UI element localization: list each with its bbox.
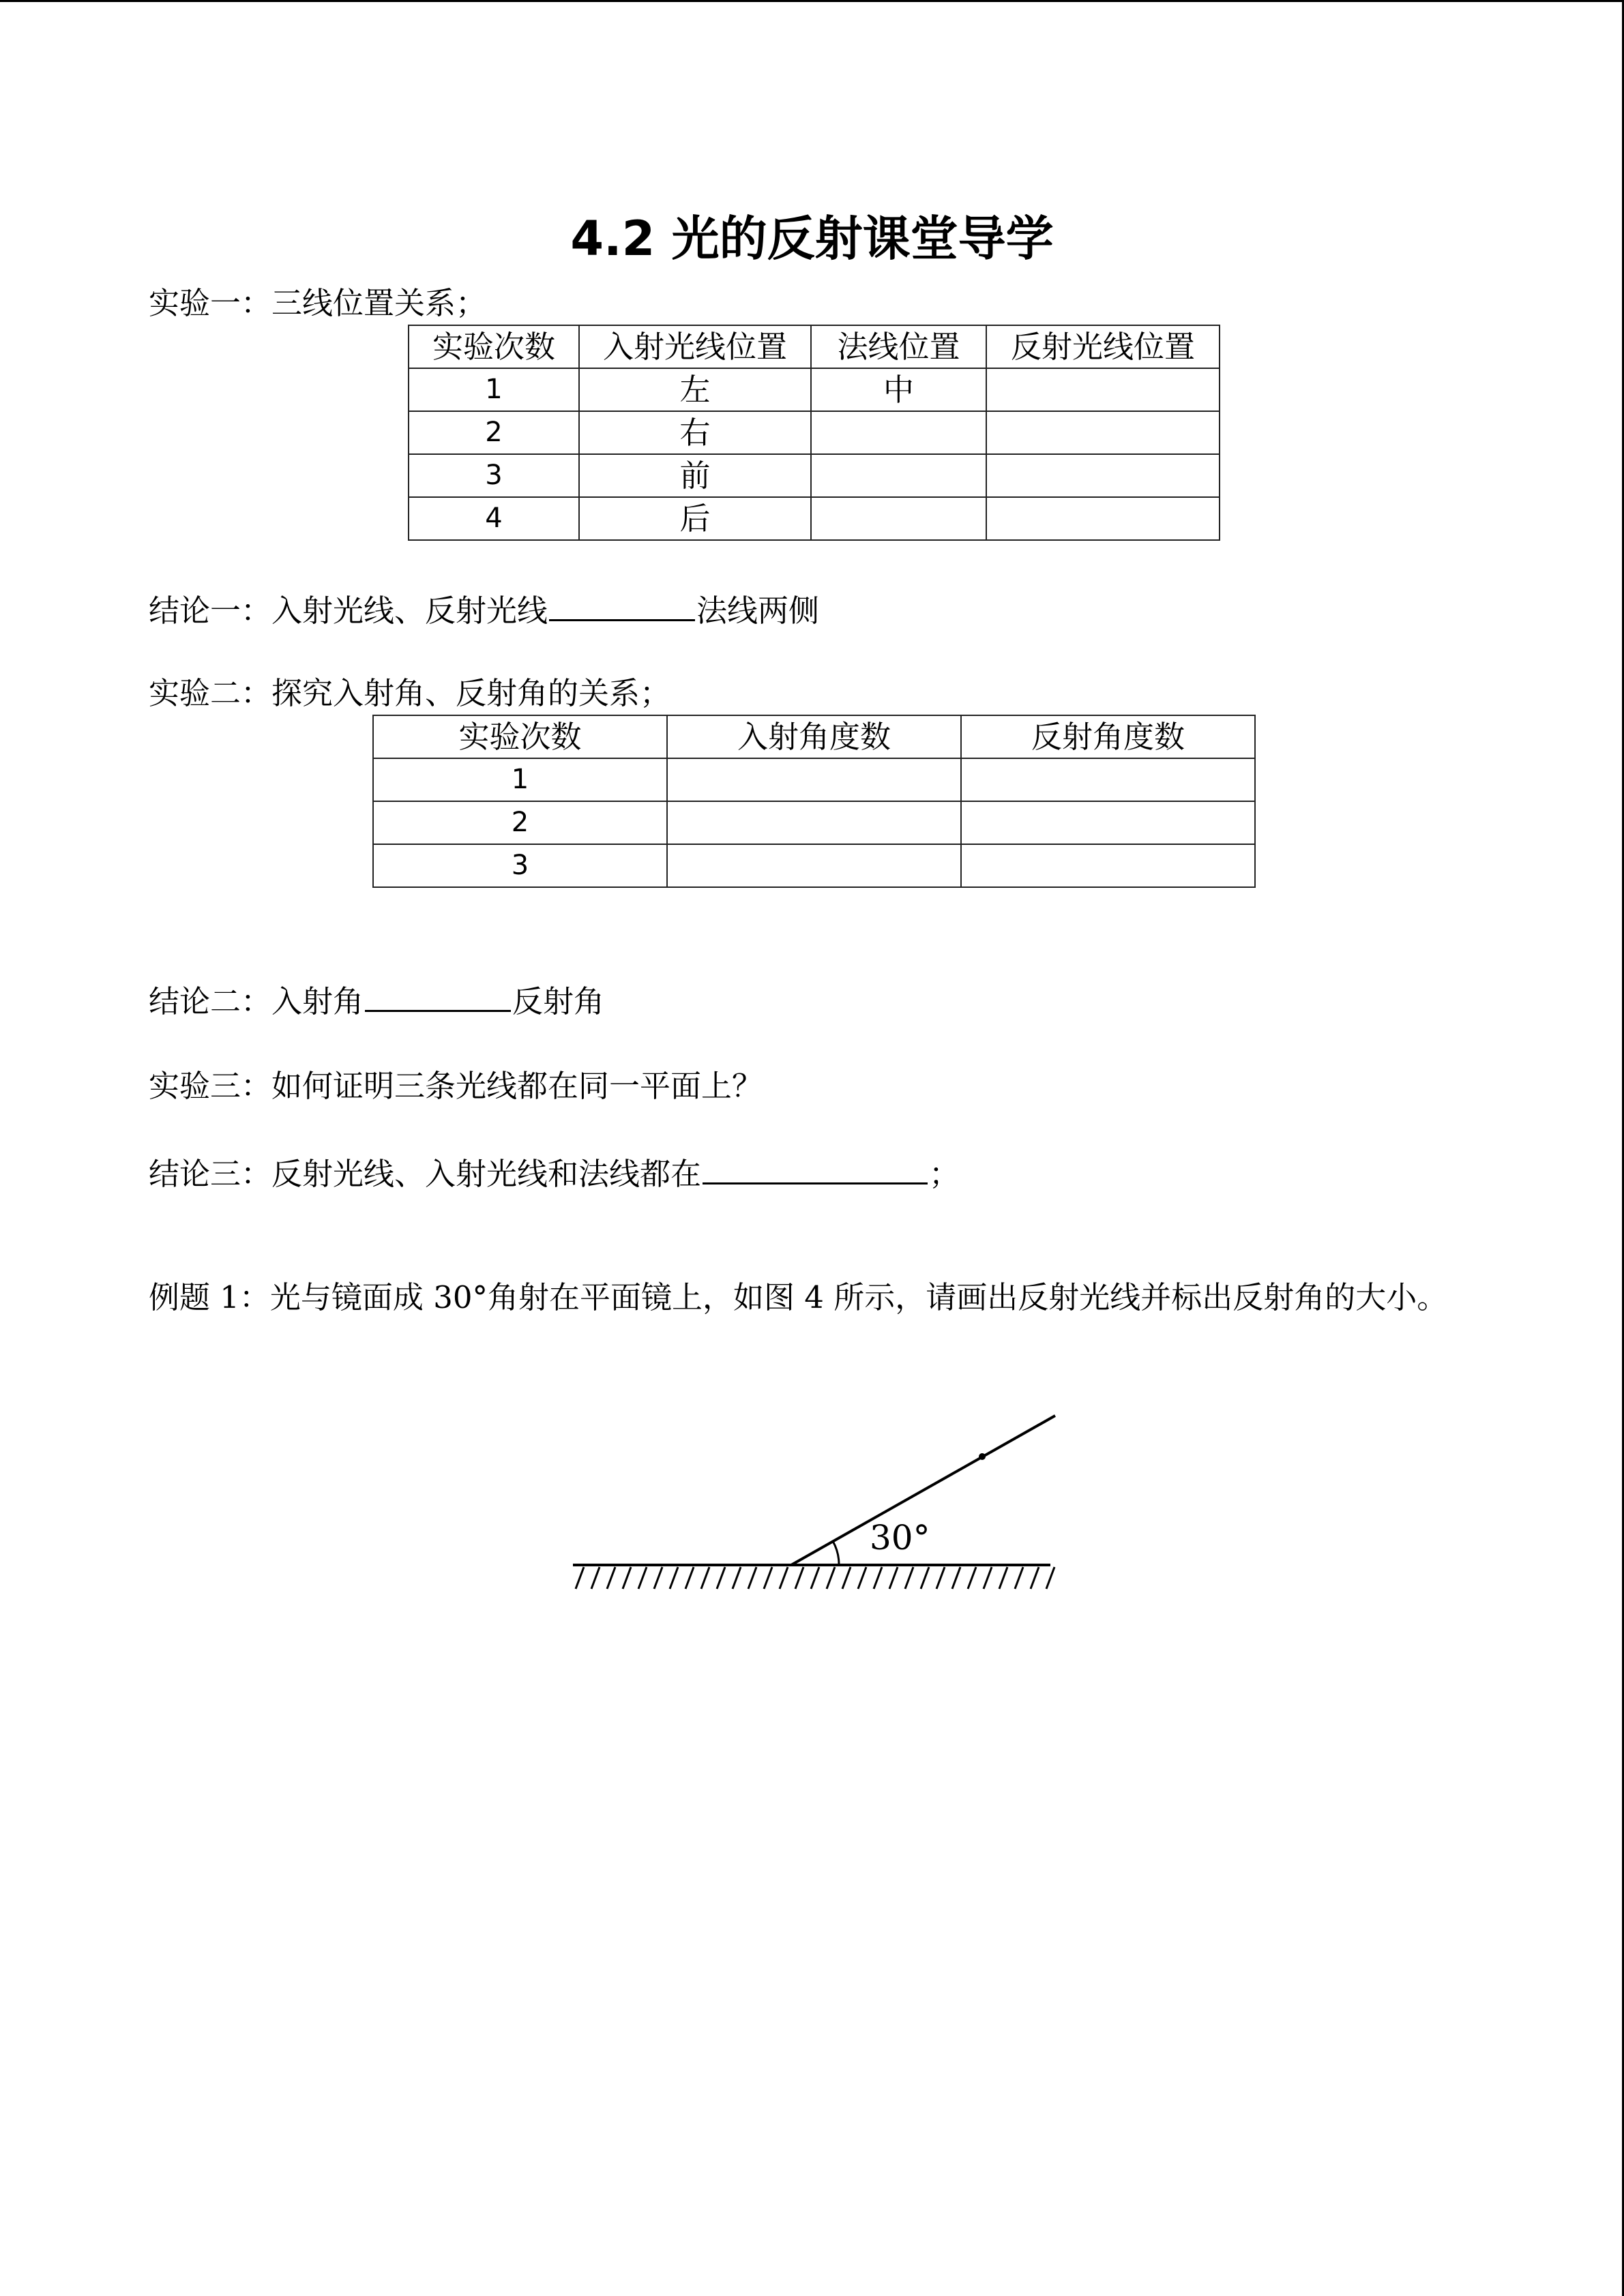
experiment1-table <box>408 325 1220 541</box>
table-cell: 1 <box>409 368 579 411</box>
column-header: 反射光线位置 <box>986 325 1220 368</box>
hatch-mark <box>874 1567 882 1589</box>
hatch-mark <box>1015 1567 1023 1589</box>
hatch-mark <box>795 1567 803 1589</box>
table-cell <box>667 758 961 801</box>
conclusion3-text: 结论三：反射光线、入射光线和法线都在 <box>149 1156 702 1192</box>
table-cell: 右 <box>579 411 811 454</box>
hatch-mark <box>1031 1567 1039 1589</box>
hatch-mark <box>921 1567 929 1589</box>
hatch-mark <box>654 1567 662 1589</box>
table-cell <box>961 801 1255 844</box>
column-header: 实验次数 <box>409 325 579 368</box>
hatch-mark <box>764 1567 772 1589</box>
table-cell <box>986 411 1220 454</box>
hatch-mark <box>717 1567 725 1589</box>
table-header-row <box>373 715 1255 758</box>
conclusion2-text-end: 反射角 <box>512 983 605 1019</box>
table-cell: 中 <box>811 368 986 411</box>
hatch-mark <box>968 1567 976 1589</box>
conclusion3 <box>149 1150 960 1198</box>
experiment1-heading: 实验一：三线位置关系； <box>149 285 487 321</box>
conclusion2 <box>149 977 604 1026</box>
hatch-mark <box>576 1567 584 1589</box>
table-cell <box>667 844 961 887</box>
angle-label: 30° <box>870 1518 930 1557</box>
hatch-mark <box>811 1567 819 1589</box>
hatch-mark <box>1046 1567 1054 1589</box>
hatch-mark <box>889 1567 898 1589</box>
table-cell: 3 <box>409 454 579 497</box>
hatch-mark <box>623 1567 631 1589</box>
fill-in-blank[interactable] <box>549 586 695 621</box>
table-row <box>409 368 1220 411</box>
mirror-hatching <box>576 1567 1054 1589</box>
conclusion1-text-end: 法线两侧 <box>696 593 820 629</box>
conclusion1-text: 结论一：入射光线、反射光线 <box>149 593 548 629</box>
hatch-mark <box>638 1567 647 1589</box>
conclusion3-text-end: ； <box>929 1156 960 1192</box>
table-cell: 左 <box>579 368 811 411</box>
table-cell <box>961 844 1255 887</box>
hatch-mark <box>748 1567 756 1589</box>
table-cell: 2 <box>373 801 667 844</box>
ray-arrow-marker <box>979 1453 986 1460</box>
hatch-mark <box>827 1567 835 1589</box>
table-cell: 1 <box>373 758 667 801</box>
conclusion2-text: 结论二：入射角 <box>149 983 364 1019</box>
hatch-mark <box>685 1567 694 1589</box>
table-row <box>409 454 1220 497</box>
table-cell: 2 <box>409 411 579 454</box>
table-row <box>373 801 1255 844</box>
hatch-mark <box>701 1567 709 1589</box>
experiment2-table <box>372 715 1256 888</box>
table-cell <box>811 497 986 540</box>
hatch-mark <box>905 1567 913 1589</box>
table-row <box>409 497 1220 540</box>
table-cell <box>811 454 986 497</box>
hatch-mark <box>607 1567 615 1589</box>
experiment3-question: 实验三：如何证明三条光线都在同一平面上？ <box>149 1068 763 1104</box>
angle-arc <box>833 1541 839 1565</box>
table-header-row <box>409 325 1220 368</box>
column-header: 入射光线位置 <box>579 325 811 368</box>
hatch-mark <box>591 1567 600 1589</box>
column-header: 法线位置 <box>811 325 986 368</box>
hatch-mark <box>984 1567 992 1589</box>
hatch-mark <box>670 1567 678 1589</box>
table-cell <box>811 411 986 454</box>
hatch-mark <box>936 1567 945 1589</box>
table-cell: 前 <box>579 454 811 497</box>
table-cell <box>986 368 1220 411</box>
conclusion1 <box>149 586 819 635</box>
fill-in-blank[interactable] <box>365 977 511 1012</box>
table-cell <box>986 454 1220 497</box>
example1-text: 例题 1：光与镜面成 30°角射在平面镜上，如图 4 所示，请画出反射光线并标出反射角的大小。 <box>149 1279 1448 1315</box>
hatch-mark <box>952 1567 960 1589</box>
mirror-reflection-diagram <box>559 1391 1064 1609</box>
page-top-border <box>0 0 1624 2</box>
table-cell <box>961 758 1255 801</box>
table-cell <box>986 497 1220 540</box>
fill-in-blank[interactable] <box>703 1150 928 1184</box>
page-title: 4.2 光的反射课堂导学 <box>570 211 1054 267</box>
hatch-mark <box>858 1567 866 1589</box>
hatch-mark <box>780 1567 788 1589</box>
column-header: 入射角度数 <box>667 715 961 758</box>
column-header: 实验次数 <box>373 715 667 758</box>
hatch-mark <box>733 1567 741 1589</box>
experiment2-heading: 实验二：探究入射角、反射角的关系； <box>149 675 671 711</box>
table-cell <box>667 801 961 844</box>
table-cell: 3 <box>373 844 667 887</box>
table-cell: 4 <box>409 497 579 540</box>
hatch-mark <box>999 1567 1007 1589</box>
column-header: 反射角度数 <box>961 715 1255 758</box>
table-row <box>373 844 1255 887</box>
table-row <box>409 411 1220 454</box>
table-row <box>373 758 1255 801</box>
hatch-mark <box>842 1567 851 1589</box>
table-cell: 后 <box>579 497 811 540</box>
